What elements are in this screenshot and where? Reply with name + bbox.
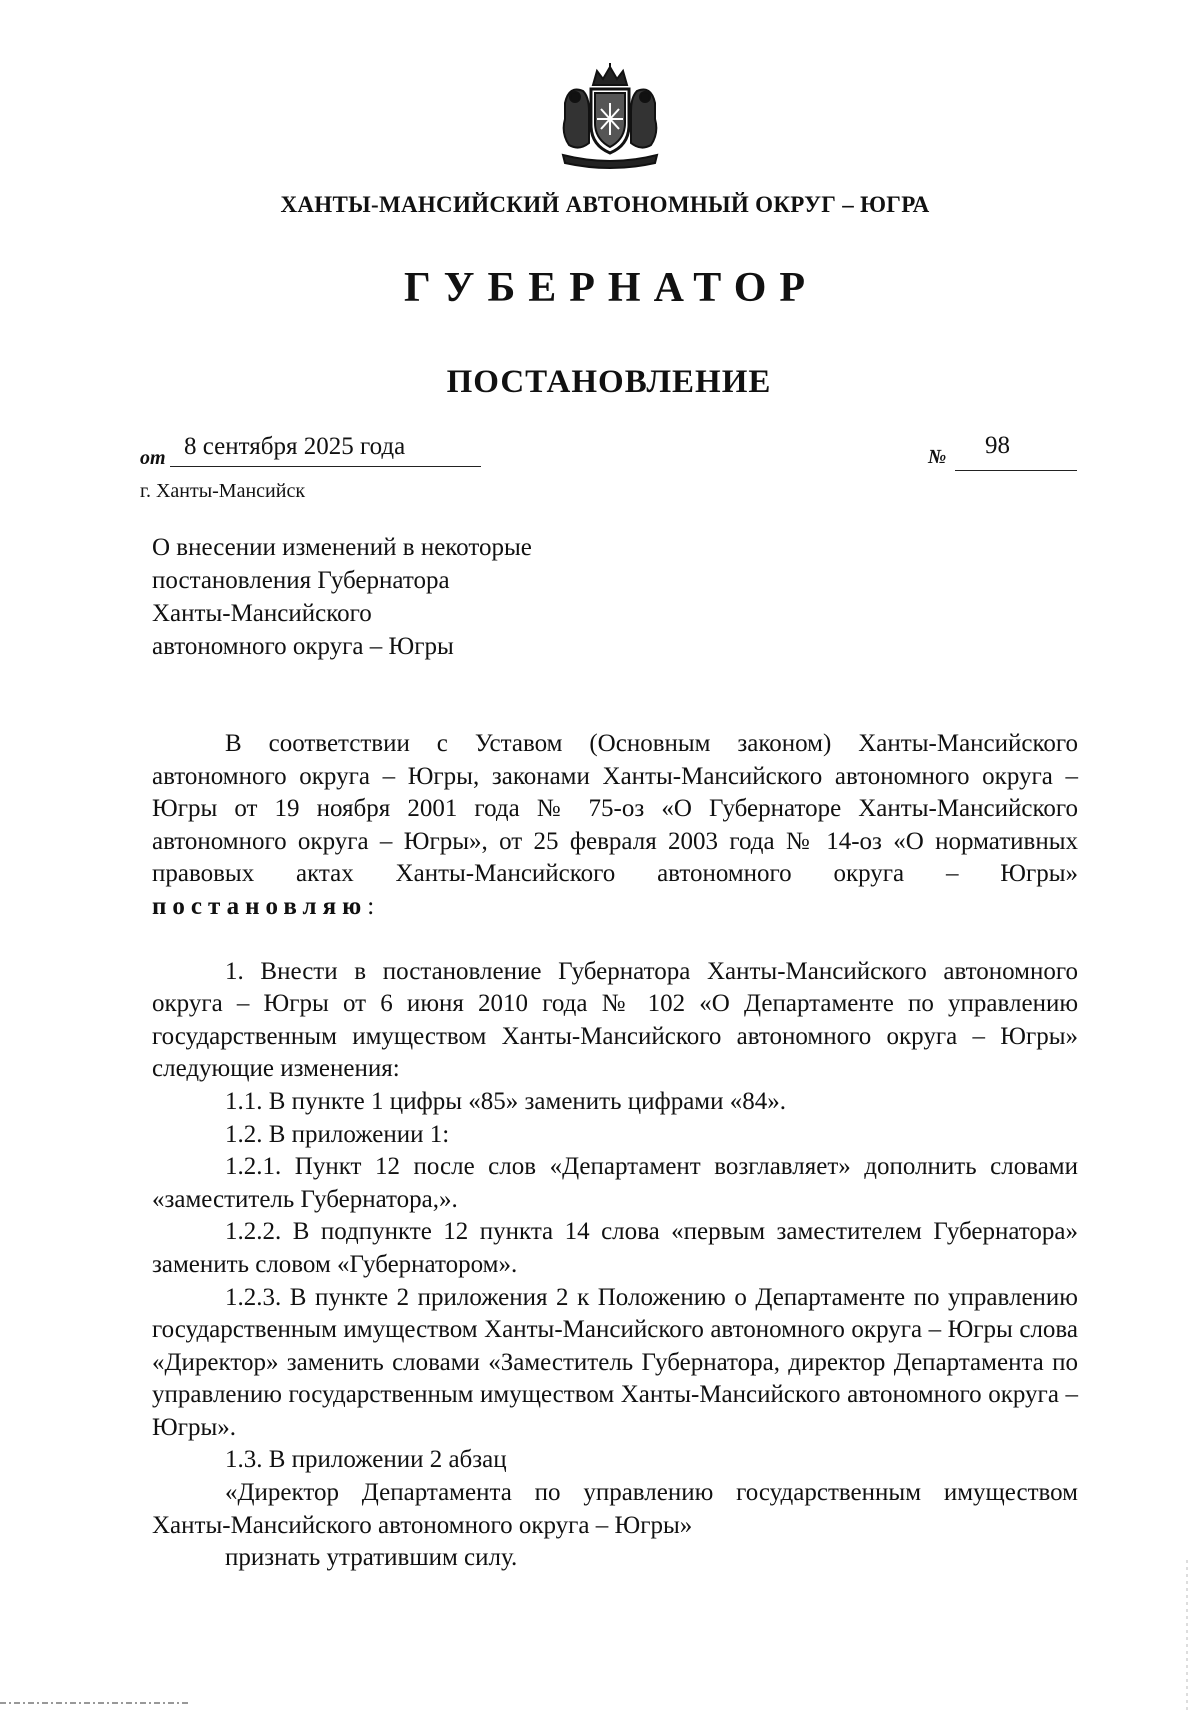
paragraph-gap bbox=[152, 924, 1078, 956]
decree-word: постановляю bbox=[152, 892, 368, 920]
clause-paragraph: 1.2. В приложении 1: bbox=[225, 1120, 450, 1148]
document-body bbox=[152, 728, 1078, 1575]
preamble-text: В соответствии с Уставом (Основным законом) Ханты-Мансийского автономного округа – Югры, законами Ханты-Мансийского автономного округа – Югры от 19 ноября 2001 года № 75-оз «О Губернаторе Ханты-Мансийского автономного округа – Югры», от 25 февраля 2003 года № 14-оз «О нормативных правовых актах Ханты-Мансийского автономного округа – Югры» bbox=[152, 730, 1078, 888]
coat-of-arms-emblem bbox=[555, 63, 665, 171]
clause-paragraph: признать утратившим силу. bbox=[225, 1544, 518, 1572]
clause-paragraph: 1. Внести в постановление Губернатора Ханты-Мансийского автономного округа – Югры от 6 июня 2010 года № 102 «О Департаменте по управлению государственным имуществом Ханты-Мансийского автономного округа – Югры» следующие изменения: bbox=[152, 957, 1078, 1083]
title-line: Ханты-Мансийского bbox=[152, 600, 372, 627]
clause-paragraph: 1.1. В пункте 1 цифры «85» заменить цифрами «84». bbox=[225, 1087, 786, 1115]
title-line: постановления Губернатора bbox=[152, 567, 450, 594]
authority-title: ГУБЕРНАТОР bbox=[403, 265, 819, 311]
issue-city: г. Ханты-Мансийск bbox=[140, 480, 306, 502]
document-title bbox=[152, 531, 532, 663]
number-prefix: № bbox=[928, 446, 947, 468]
document-type: ПОСТАНОВЛЕНИЕ bbox=[446, 364, 772, 400]
clause-paragraph: 1.2.1. Пункт 12 после слов «Департамент возглавляет» дополнить словами «заместитель Губернатора,». bbox=[152, 1153, 1078, 1213]
title-line: О внесении изменений в некоторые bbox=[152, 534, 532, 561]
document-number: 98 bbox=[985, 432, 1010, 459]
clause-paragraph: 1.2.2. В подпункте 12 пункта 14 слова «первым заместителем Губернатора» заменить словом «Губернатором». bbox=[152, 1218, 1078, 1278]
date-underline bbox=[170, 466, 481, 467]
scan-edge-artifact bbox=[1185, 1560, 1189, 1710]
document-date: 8 сентября 2025 года bbox=[184, 433, 406, 460]
title-line: автономного округа – Югры bbox=[152, 633, 454, 660]
preamble-paragraph bbox=[152, 728, 1078, 924]
preamble-colon: : bbox=[367, 892, 375, 920]
number-underline bbox=[955, 470, 1077, 471]
clause-paragraph: 1.2.3. В пункте 2 приложения 2 к Положению о Департаменте по управлению государственным имуществом Ханты-Мансийского автономного округа – Югры слова «Директор» заменить словами «Заместитель Губернатора, директор Департамента по управлению государственным имуществом Ханты-Мансийского автономного округа – Югры». bbox=[152, 1283, 1078, 1441]
clause-paragraph: 1.3. В приложении 2 абзац bbox=[225, 1446, 507, 1474]
region-name: ХАНТЫ-МАНСИЙСКИЙ АВТОНОМНЫЙ ОКРУГ – ЮГРА bbox=[280, 192, 930, 217]
clause-paragraph: «Директор Департамента по управлению государственным имуществом Ханты-Мансийского автономного округа – Югры» bbox=[152, 1479, 1078, 1539]
date-prefix: от bbox=[140, 447, 166, 469]
scan-artifact bbox=[0, 1700, 190, 1706]
